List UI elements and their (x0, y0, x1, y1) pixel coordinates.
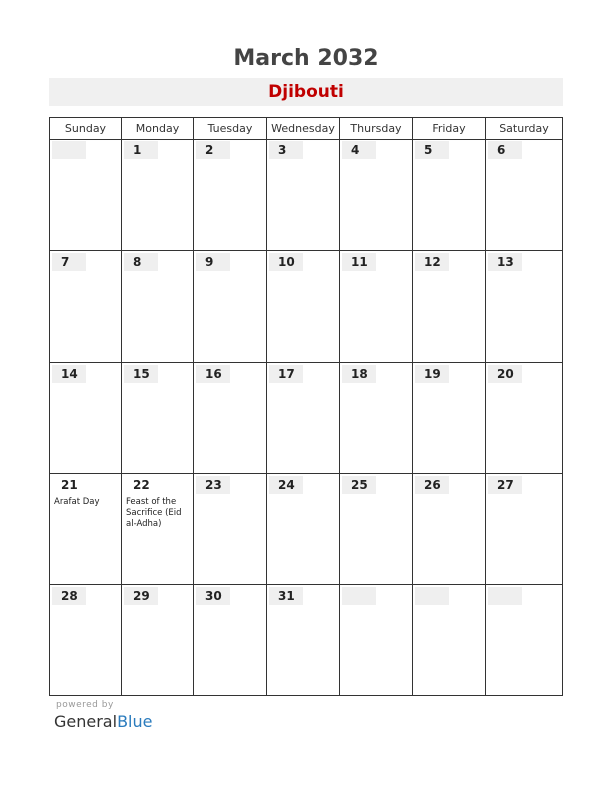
day-cell[interactable] (50, 363, 122, 474)
day-cell[interactable] (413, 139, 486, 251)
generalblue-logo[interactable] (54, 712, 152, 731)
day-cell[interactable] (50, 585, 122, 695)
weekday-header-row (50, 118, 562, 140)
day-cell[interactable] (340, 139, 413, 251)
day-cell[interactable] (340, 585, 413, 695)
day-number: 31 (269, 587, 303, 605)
day-cell[interactable] (122, 251, 194, 363)
holiday-label: Feast of the Sacrifice (Eid al-Adha) (126, 497, 182, 529)
day-number: 3 (269, 141, 303, 159)
day-cell[interactable] (50, 139, 122, 251)
logo-text-general: General (54, 712, 118, 731)
day-number (415, 587, 449, 605)
day-cell[interactable] (194, 585, 267, 695)
country-name: Djibouti (268, 82, 344, 102)
day-number: 6 (488, 141, 522, 159)
day-number: 30 (196, 587, 230, 605)
day-number: 27 (488, 476, 522, 494)
day-number: 16 (196, 365, 230, 383)
day-cell[interactable] (194, 363, 267, 474)
day-cell[interactable] (122, 139, 194, 251)
day-number: 22 (133, 478, 150, 492)
day-number: 23 (196, 476, 230, 494)
day-cell[interactable] (413, 474, 486, 585)
day-cell[interactable] (340, 251, 413, 363)
day-number: 15 (124, 365, 158, 383)
weekday-sunday: Sunday (50, 118, 122, 139)
country-band (49, 78, 563, 106)
day-cell[interactable] (50, 251, 122, 363)
day-number: 14 (52, 365, 86, 383)
day-number: 25 (342, 476, 376, 494)
weekday-tuesday: Tuesday (194, 118, 267, 139)
day-cell[interactable] (486, 139, 562, 251)
day-cell[interactable] (194, 474, 267, 585)
day-cell[interactable] (267, 139, 340, 251)
day-cell[interactable] (486, 363, 562, 474)
day-number: 9 (196, 253, 230, 271)
day-number (488, 587, 522, 605)
day-cell[interactable] (486, 474, 562, 585)
day-number: 5 (415, 141, 449, 159)
day-number: 24 (269, 476, 303, 494)
day-cell[interactable] (194, 251, 267, 363)
day-number: 12 (415, 253, 449, 271)
day-cell[interactable] (486, 251, 562, 363)
day-cell[interactable] (267, 251, 340, 363)
day-number: 21 (61, 478, 78, 492)
day-number (342, 587, 376, 605)
calendar-grid (49, 117, 563, 696)
day-cell[interactable] (267, 585, 340, 695)
day-number: 17 (269, 365, 303, 383)
day-number: 13 (488, 253, 522, 271)
day-number: 10 (269, 253, 303, 271)
day-number: 2 (196, 141, 230, 159)
day-number: 1 (124, 141, 158, 159)
weekday-friday: Friday (413, 118, 486, 139)
day-cell[interactable] (413, 363, 486, 474)
day-cell[interactable] (413, 585, 486, 695)
weekday-saturday: Saturday (499, 122, 549, 135)
weekday-thursday: Thursday (340, 118, 413, 139)
day-number: 18 (342, 365, 376, 383)
day-cell[interactable] (486, 585, 562, 695)
weekday-monday: Monday (122, 118, 194, 139)
day-cell[interactable] (50, 474, 122, 585)
weekday-wednesday: Wednesday (267, 118, 340, 139)
day-cell[interactable] (194, 139, 267, 251)
day-number: 26 (415, 476, 449, 494)
day-number: 19 (415, 365, 449, 383)
powered-by-text: powered by (56, 700, 114, 710)
day-cell[interactable] (267, 363, 340, 474)
day-number (52, 141, 86, 159)
day-cell[interactable] (122, 585, 194, 695)
day-number: 4 (342, 141, 376, 159)
day-number: 8 (124, 253, 158, 271)
day-cell[interactable] (122, 474, 194, 585)
day-number: 28 (52, 587, 86, 605)
day-number: 11 (342, 253, 376, 271)
day-number: 7 (52, 253, 86, 271)
page-title: March 2032 (233, 46, 379, 71)
holiday-label: Arafat Day (54, 497, 100, 507)
day-cell[interactable] (413, 251, 486, 363)
day-cell[interactable] (340, 474, 413, 585)
logo-text-blue: Blue (117, 712, 153, 731)
day-number: 29 (124, 587, 158, 605)
day-cell[interactable] (122, 363, 194, 474)
day-number: 20 (488, 365, 522, 383)
day-cell[interactable] (340, 363, 413, 474)
day-cell[interactable] (267, 474, 340, 585)
